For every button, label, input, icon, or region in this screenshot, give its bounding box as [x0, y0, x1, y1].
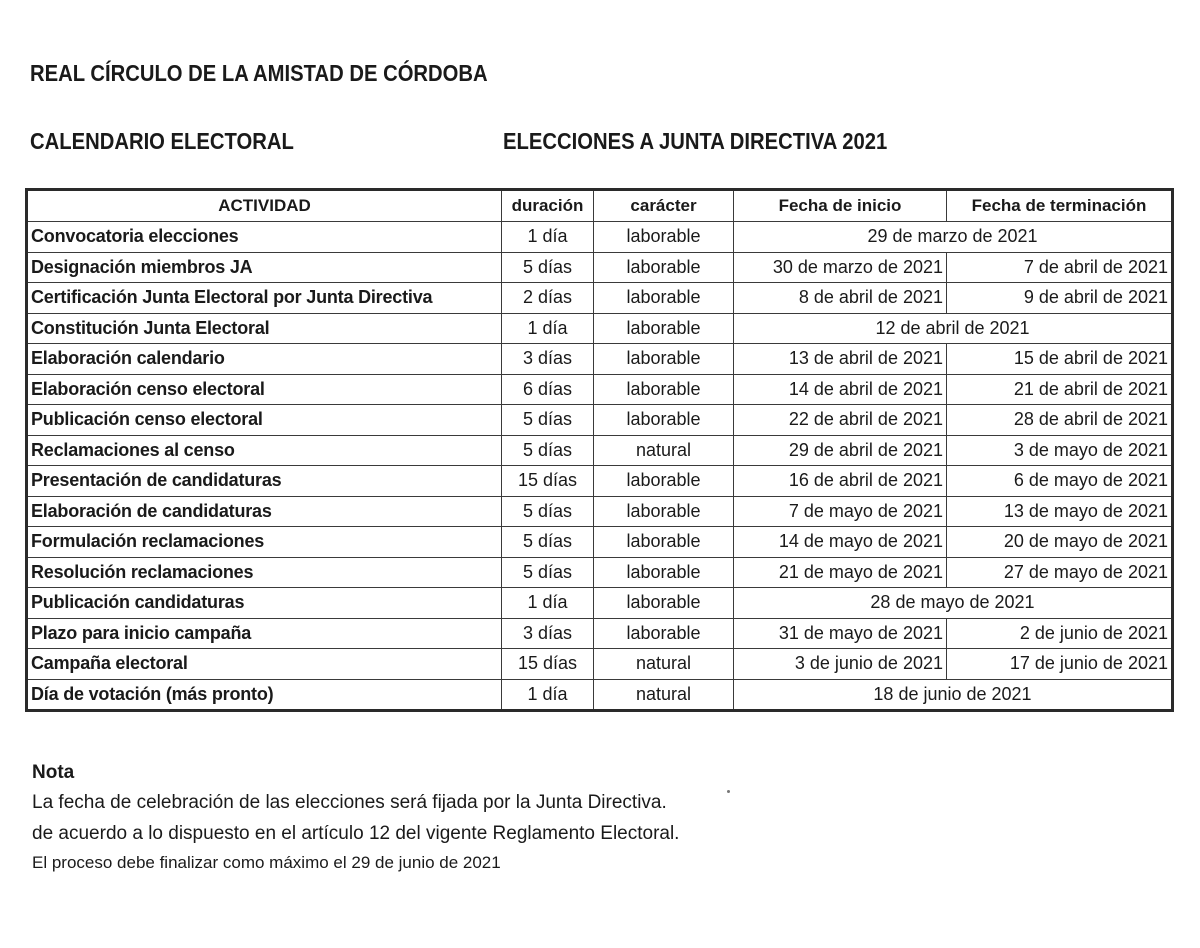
duration-cell: 3 días: [502, 618, 594, 649]
duration-cell: 15 días: [502, 649, 594, 680]
date-cell: 29 de marzo de 2021: [734, 222, 1173, 253]
end-date-cell: 28 de abril de 2021: [947, 405, 1173, 436]
start-date-cell: 21 de mayo de 2021: [734, 557, 947, 588]
table-row: [27, 405, 1173, 436]
header-start-date: Fecha de inicio: [734, 190, 947, 222]
activity-cell: Presentación de candidaturas: [27, 466, 502, 497]
end-date-cell: 17 de junio de 2021: [947, 649, 1173, 680]
table-row: [27, 679, 1173, 711]
table-row: [27, 557, 1173, 588]
activity-cell: Elaboración censo electoral: [27, 374, 502, 405]
duration-cell: 5 días: [502, 557, 594, 588]
header-activity: ACTIVIDAD: [27, 190, 502, 222]
character-cell: laborable: [594, 466, 734, 497]
end-date-cell: 9 de abril de 2021: [947, 283, 1173, 314]
duration-cell: 5 días: [502, 496, 594, 527]
duration-cell: 5 días: [502, 405, 594, 436]
character-cell: laborable: [594, 588, 734, 619]
organization-title: REAL CÍRCULO DE LA AMISTAD DE CÓRDOBA: [30, 60, 488, 86]
table-row: [27, 496, 1173, 527]
start-date-cell: 16 de abril de 2021: [734, 466, 947, 497]
start-date-cell: 22 de abril de 2021: [734, 405, 947, 436]
end-date-cell: 20 de mayo de 2021: [947, 527, 1173, 558]
calendar-title: CALENDARIO ELECTORAL: [30, 128, 294, 154]
table-row: [27, 252, 1173, 283]
duration-cell: 1 día: [502, 222, 594, 253]
duration-cell: 5 días: [502, 252, 594, 283]
election-title: ELECCIONES A JUNTA DIRECTIVA 2021: [503, 128, 888, 154]
table-row: [27, 222, 1173, 253]
character-cell: laborable: [594, 557, 734, 588]
table-row: [27, 649, 1173, 680]
character-cell: laborable: [594, 252, 734, 283]
activity-cell: Plazo para inicio campaña: [27, 618, 502, 649]
end-date-cell: 3 de mayo de 2021: [947, 435, 1173, 466]
character-cell: natural: [594, 649, 734, 680]
end-date-cell: 2 de junio de 2021: [947, 618, 1173, 649]
duration-cell: 1 día: [502, 313, 594, 344]
duration-cell: 2 días: [502, 283, 594, 314]
duration-cell: 6 días: [502, 374, 594, 405]
end-date-cell: 6 de mayo de 2021: [947, 466, 1173, 497]
table-row: [27, 435, 1173, 466]
end-date-cell: 15 de abril de 2021: [947, 344, 1173, 375]
date-cell: 18 de junio de 2021: [734, 679, 1173, 711]
activity-cell: Certificación Junta Electoral por Junta Directiva: [27, 283, 502, 314]
activity-cell: Publicación censo electoral: [27, 405, 502, 436]
note-line-3: El proceso debe finalizar como máximo el 29 de junio de 2021: [32, 853, 501, 872]
electoral-calendar-table: [25, 188, 1174, 712]
end-date-cell: 27 de mayo de 2021: [947, 557, 1173, 588]
activity-cell: Campaña electoral: [27, 649, 502, 680]
end-date-cell: 21 de abril de 2021: [947, 374, 1173, 405]
activity-cell: Formulación reclamaciones: [27, 527, 502, 558]
duration-cell: 3 días: [502, 344, 594, 375]
activity-cell: Constitución Junta Electoral: [27, 313, 502, 344]
scan-speck: [727, 790, 730, 793]
activity-cell: Día de votación (más pronto): [27, 679, 502, 711]
start-date-cell: 13 de abril de 2021: [734, 344, 947, 375]
date-cell: 12 de abril de 2021: [734, 313, 1173, 344]
character-cell: natural: [594, 435, 734, 466]
table-row: [27, 527, 1173, 558]
character-cell: laborable: [594, 222, 734, 253]
duration-cell: 5 días: [502, 435, 594, 466]
character-cell: laborable: [594, 527, 734, 558]
activity-cell: Elaboración calendario: [27, 344, 502, 375]
character-cell: laborable: [594, 313, 734, 344]
activity-cell: Designación miembros JA: [27, 252, 502, 283]
activity-cell: Elaboración de candidaturas: [27, 496, 502, 527]
character-cell: laborable: [594, 618, 734, 649]
character-cell: laborable: [594, 496, 734, 527]
table-row: [27, 313, 1173, 344]
end-date-cell: 13 de mayo de 2021: [947, 496, 1173, 527]
activity-cell: Convocatoria elecciones: [27, 222, 502, 253]
start-date-cell: 7 de mayo de 2021: [734, 496, 947, 527]
character-cell: laborable: [594, 283, 734, 314]
table-row: [27, 283, 1173, 314]
start-date-cell: 30 de marzo de 2021: [734, 252, 947, 283]
start-date-cell: 14 de mayo de 2021: [734, 527, 947, 558]
table-row: [27, 374, 1173, 405]
activity-cell: Reclamaciones al censo: [27, 435, 502, 466]
start-date-cell: 29 de abril de 2021: [734, 435, 947, 466]
character-cell: laborable: [594, 344, 734, 375]
note-line-1: La fecha de celebración de las elecciones será fijada por la Junta Directiva.: [32, 792, 667, 813]
table-row: [27, 344, 1173, 375]
duration-cell: 1 día: [502, 588, 594, 619]
start-date-cell: 3 de junio de 2021: [734, 649, 947, 680]
character-cell: laborable: [594, 405, 734, 436]
duration-cell: 15 días: [502, 466, 594, 497]
end-date-cell: 7 de abril de 2021: [947, 252, 1173, 283]
date-cell: 28 de mayo de 2021: [734, 588, 1173, 619]
start-date-cell: 8 de abril de 2021: [734, 283, 947, 314]
start-date-cell: 31 de mayo de 2021: [734, 618, 947, 649]
activity-cell: Publicación candidaturas: [27, 588, 502, 619]
header-character: carácter: [594, 190, 734, 222]
note-line-2: de acuerdo a lo dispuesto en el artículo 12 del vigente Reglamento Electoral.: [32, 823, 680, 844]
table-row: [27, 618, 1173, 649]
character-cell: laborable: [594, 374, 734, 405]
character-cell: natural: [594, 679, 734, 711]
activity-cell: Resolución reclamaciones: [27, 557, 502, 588]
header-duration: duración: [502, 190, 594, 222]
table-row: [27, 588, 1173, 619]
start-date-cell: 14 de abril de 2021: [734, 374, 947, 405]
table-header-row: [27, 190, 1173, 222]
duration-cell: 5 días: [502, 527, 594, 558]
note-title: Nota: [32, 762, 75, 783]
table-row: [27, 466, 1173, 497]
duration-cell: 1 día: [502, 679, 594, 711]
header-end-date: Fecha de terminación: [947, 190, 1173, 222]
